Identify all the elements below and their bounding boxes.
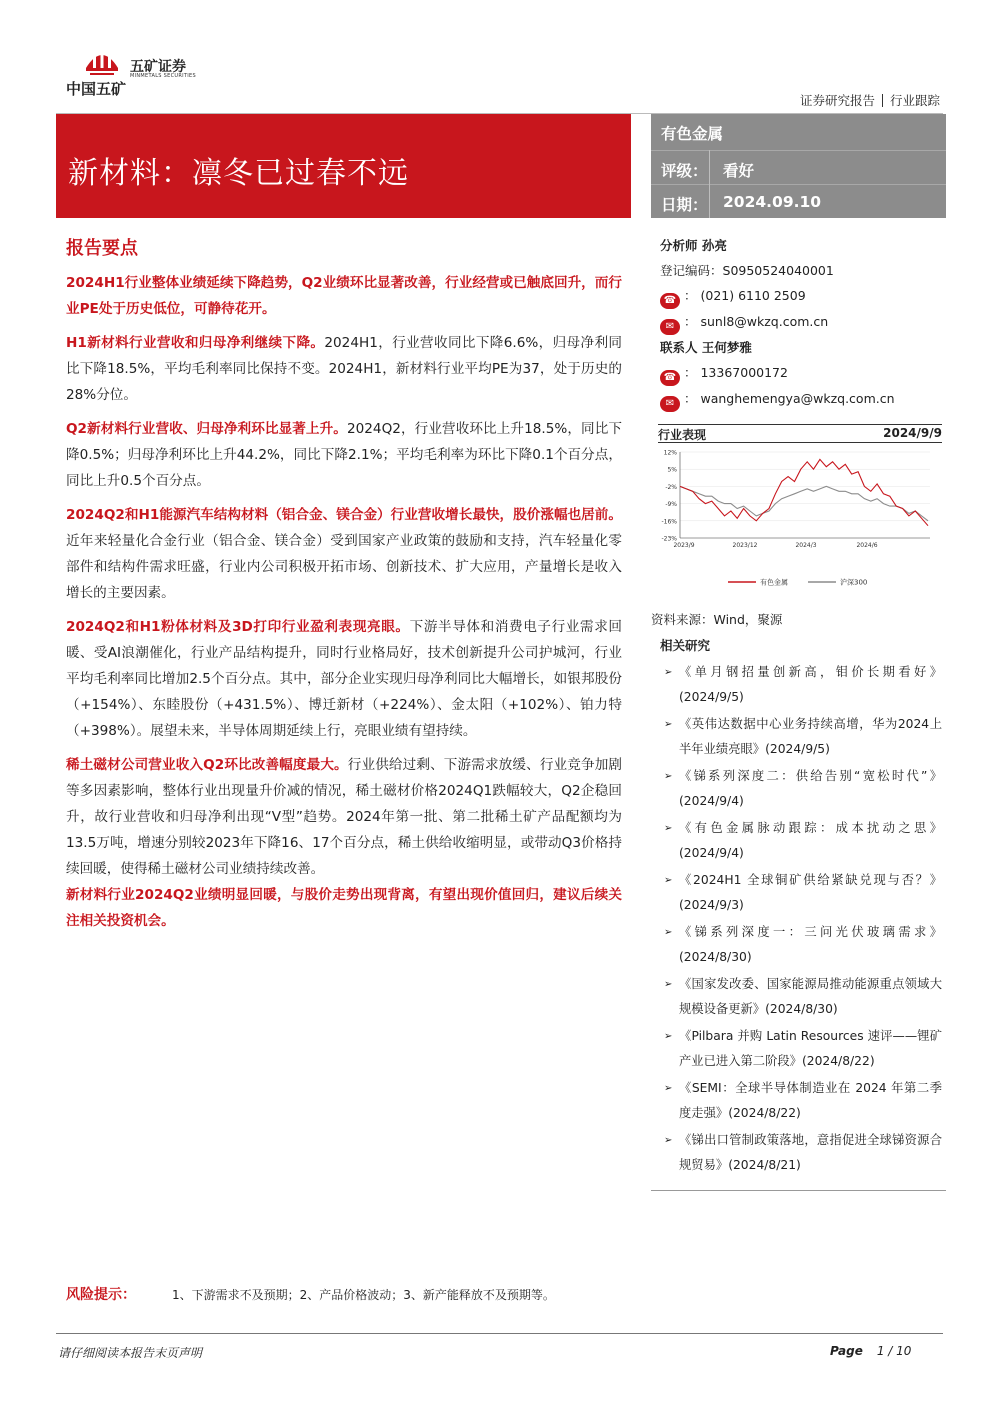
summary-lead: 2024Q2和H1能源汽车结构材料（铝合金、镁合金）行业营收增长最快，股价涨幅也居前。 bbox=[66, 507, 622, 523]
related-research-item[interactable] bbox=[664, 1128, 942, 1178]
sector-label: 有色金属 bbox=[661, 125, 724, 143]
related-research-item[interactable] bbox=[664, 1024, 942, 1074]
y-tick-label: -9% bbox=[665, 501, 677, 509]
chart-date: 2024/9/9 bbox=[883, 426, 942, 440]
footer-disclaimer: 请仔细阅读本报告末页声明 bbox=[58, 1346, 203, 1360]
related-research-title: 《英伟达数据中心业务持续高增，华为2024上半年业绩亮眼》(2024/9/5) bbox=[679, 717, 942, 756]
summary-paragraph bbox=[66, 416, 622, 494]
phone-icon: ☎ bbox=[660, 293, 680, 309]
summary-text: 近年来轻量化合金行业（铝合金、镁合金）受到国家产业政策的鼓励和支持，汽车轻量化零部件和结构件需求旺盛，行业内公司积极开拓市场、创新技术、扩大应用，产量增长是收入增长的主要因素。 bbox=[66, 533, 622, 601]
related-research-item[interactable] bbox=[664, 920, 942, 970]
arrow-bullet-icon: ➢ bbox=[664, 1135, 673, 1146]
title-banner bbox=[56, 114, 631, 218]
contact-name: 联系人 王何梦雅 bbox=[660, 340, 752, 355]
related-research-item[interactable] bbox=[664, 660, 942, 710]
date-label: 日期： bbox=[661, 196, 708, 214]
date-value: 2024.09.10 bbox=[723, 193, 822, 211]
y-tick-label: -16% bbox=[661, 518, 677, 526]
summary-text: 下游半导体和消费电子行业需求回暖、受AI浪潮催化，行业产品结构提升，同时行业格局好，技术创新提升公司护城河，行业平均毛利率同比增加2.5个百分点。其中，部分企业实现归母净利同比大幅增长，如银邦股份（+154%）、东睦股份（+431.5%）、博迁新材（+224%）、金太阳（+102%）、铂力特（+398%）。展望未来，半导体周期延续上行，亮眼业绩有望持续。 bbox=[66, 619, 622, 739]
risk-label: 风险提示： bbox=[66, 1287, 136, 1303]
report-title: 新材料：凛冬已过春不远 bbox=[68, 156, 409, 191]
related-research-title: 《2024H1 全球铜矿供给紧缺兑现与否？》(2024/9/3) bbox=[679, 873, 942, 912]
related-research-title: 《单月钢招量创新高，钼价长期看好》(2024/9/5) bbox=[679, 665, 942, 704]
brand-name-en: MINMETALS SECURITIES bbox=[130, 73, 196, 79]
contact-phone-row: ☎ ： 13367000172 bbox=[660, 363, 788, 386]
arrow-bullet-icon: ➢ bbox=[664, 875, 673, 886]
y-tick-label: 5% bbox=[667, 466, 677, 474]
logo-emblem-icon bbox=[82, 42, 122, 78]
summary-text: 2024Q2，行业营收环比上升18.5%，同比下降0.5%；归母净利环比上升44.2%，同比下降2.1%；平均毛利率为环比下降0.1个百分点，同比上升0.5个百分点。 bbox=[66, 421, 622, 489]
analyst-phone-row: ☎ ： (021) 6110 2509 bbox=[660, 286, 806, 309]
brand-name: 五矿证券 bbox=[130, 59, 186, 75]
rating-row bbox=[661, 159, 755, 181]
industry-performance-chart bbox=[658, 424, 942, 602]
related-research-item[interactable] bbox=[664, 816, 942, 866]
related-research-heading: 相关研究 bbox=[660, 638, 711, 653]
summary-lead: 2024Q2和H1粉体材料及3D打印行业盈利表现亮眼。 bbox=[66, 619, 410, 635]
arrow-bullet-icon: ➢ bbox=[664, 771, 673, 782]
contact-phone: 13367000172 bbox=[700, 365, 788, 380]
rating-label: 评级： bbox=[661, 162, 708, 180]
related-research-item[interactable] bbox=[664, 972, 942, 1022]
related-research-title: 《国家发改委、国家能源局推动能源重点领域大规模设备更新》(2024/8/30) bbox=[679, 977, 942, 1016]
chart-plot bbox=[658, 446, 942, 596]
registration-label: 登记编码： bbox=[660, 263, 723, 278]
chart-title: 行业表现 bbox=[658, 428, 707, 442]
chart-top-rule bbox=[658, 424, 942, 425]
arrow-bullet-icon: ➢ bbox=[664, 823, 673, 834]
summary-paragraph bbox=[66, 614, 622, 744]
rating-panel bbox=[651, 114, 946, 218]
legend-label: 沪深300 bbox=[840, 578, 868, 587]
related-research-title: 《锑系列深度一：三问光伏玻璃需求》(2024/8/30) bbox=[679, 925, 942, 964]
page-number bbox=[830, 1344, 911, 1358]
summary-lead: H1新材料行业营收和归母净利继续下降。 bbox=[66, 335, 325, 351]
chart-head-rule bbox=[658, 442, 942, 443]
tag-separator bbox=[882, 94, 883, 107]
summary-lead: Q2新材料行业营收、归母净利环比显著上升。 bbox=[66, 421, 347, 437]
summary-body bbox=[66, 270, 622, 942]
related-research-title: 《有色金属脉动跟踪：成本扰动之思》(2024/9/4) bbox=[679, 821, 942, 860]
y-tick-label: -2% bbox=[665, 483, 677, 491]
arrow-bullet-icon: ➢ bbox=[664, 667, 673, 678]
related-research-title: 《锑系列深度二：供给告别“宽松时代”》(2024/9/4) bbox=[679, 769, 942, 808]
report-type: 证券研究报告 bbox=[799, 93, 875, 108]
analyst-email[interactable]: sunl8@wkzq.com.cn bbox=[700, 314, 829, 329]
report-type-tag bbox=[800, 91, 940, 109]
summary-conclusion bbox=[66, 882, 622, 934]
x-tick-label: 2024/3 bbox=[795, 542, 817, 549]
page-label: Page bbox=[830, 1344, 863, 1358]
related-research-title: 《锑出口管制政策落地，意指促进全球锑资源合规贸易》(2024/8/21) bbox=[679, 1133, 942, 1172]
analyst-phone: (021) 6110 2509 bbox=[700, 288, 806, 303]
chart-source: 资料来源：Wind，聚源 bbox=[651, 612, 783, 627]
related-research-list bbox=[664, 660, 942, 1180]
summary-paragraph bbox=[66, 330, 622, 408]
related-research-item[interactable] bbox=[664, 764, 942, 814]
x-tick-label: 2024/6 bbox=[856, 542, 878, 549]
company-logo bbox=[62, 42, 222, 98]
summary-heading: 报告要点 bbox=[66, 238, 138, 259]
summary-lead: 2024H1行业整体业绩延续下降趋势，Q2业绩环比显著改善，行业经营或已触底回升，而行业PE处于历史低位，可静待花开。 bbox=[66, 275, 622, 317]
x-tick-label: 2023/12 bbox=[732, 542, 758, 549]
related-research-item[interactable] bbox=[664, 868, 942, 918]
email-icon: ✉ bbox=[660, 319, 680, 335]
phone-icon: ☎ bbox=[660, 370, 680, 386]
footer-rule bbox=[56, 1333, 943, 1334]
summary-lead: 稀土磁材公司营业收入Q2环比改善幅度最大。 bbox=[66, 757, 348, 773]
arrow-bullet-icon: ➢ bbox=[664, 719, 673, 730]
arrow-bullet-icon: ➢ bbox=[664, 979, 673, 990]
registration-value: S0950524040001 bbox=[722, 263, 834, 278]
summary-paragraph bbox=[66, 752, 622, 882]
date-row bbox=[661, 193, 822, 215]
rating-value: 看好 bbox=[723, 162, 755, 180]
group-name: 中国五矿 bbox=[66, 80, 127, 98]
legend-label: 有色金属 bbox=[760, 578, 788, 587]
x-tick-label: 2023/9 bbox=[673, 542, 695, 549]
report-subtype: 行业跟踪 bbox=[889, 93, 940, 108]
contact-email[interactable]: wanghemengya@wkzq.com.cn bbox=[700, 391, 895, 406]
related-research-item[interactable] bbox=[664, 712, 942, 762]
risk-text: 1、下游需求不及预期；2、产品价格波动；3、新产能释放不及预期等。 bbox=[172, 1288, 555, 1302]
arrow-bullet-icon: ➢ bbox=[664, 1031, 673, 1042]
summary-text: 行业供给过剩、下游需求放缓、行业竞争加剧等多因素影响，整体行业出现量升价减的情况，稀土磁材价格2024Q1跌幅较大，Q2企稳回升，故行业营收和归母净利出现“V型”趋势。2024年第一批、第二批稀土矿产品配额均为13.5万吨，增速分别较2023年下降16、17个百分点，稀土供给收缩明显，或带动Q3价格持续回暖，使得稀土磁材公司业绩持续改善。 bbox=[66, 757, 623, 877]
panel-vertical-divider bbox=[709, 150, 946, 218]
page-value: 1 / 10 bbox=[876, 1344, 912, 1358]
analyst-email-row: ✉ ： sunl8@wkzq.com.cn bbox=[660, 312, 828, 335]
analyst-name: 分析师 孙亮 bbox=[660, 238, 727, 253]
related-research-item[interactable] bbox=[664, 1076, 942, 1126]
summary-paragraph bbox=[66, 502, 622, 606]
summary-lead: 新材料行业2024Q2业绩明显回暖，与股价走势出现背离，有望出现价值回归，建议后续关注相关投资机会。 bbox=[66, 887, 622, 929]
y-tick-label: -23% bbox=[661, 535, 677, 543]
contact-email-row: ✉ ： wanghemengya@wkzq.com.cn bbox=[660, 389, 895, 412]
arrow-bullet-icon: ➢ bbox=[664, 1083, 673, 1094]
analyst-registration bbox=[660, 261, 834, 279]
email-icon: ✉ bbox=[660, 396, 680, 412]
summary-paragraph bbox=[66, 270, 622, 322]
related-research-title: 《Pilbara 并购 Latin Resources 速评——锂矿产业已进入第二阶段》(2024/8/22) bbox=[679, 1029, 942, 1068]
related-research-title: 《SEMI：全球半导体制造业在 2024 年第二季度走强》(2024/8/22) bbox=[679, 1081, 942, 1120]
summary-text: 2024H1，行业营收同比下降6.6%，归母净利同比下降18.5%，平均毛利率同比保持不变。2024H1，新材料行业平均PE为37，处于历史的28%分位。 bbox=[66, 335, 623, 403]
sidebar-bottom-rule bbox=[651, 1190, 946, 1191]
y-tick-label: 12% bbox=[663, 449, 677, 457]
arrow-bullet-icon: ➢ bbox=[664, 927, 673, 938]
